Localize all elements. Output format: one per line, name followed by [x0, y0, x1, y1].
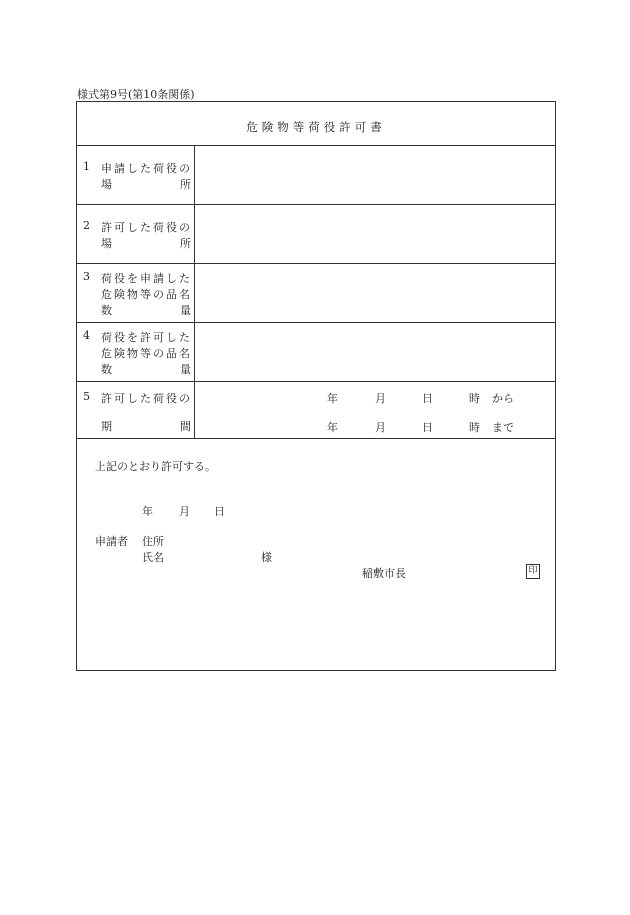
hour-label: 時 [469, 392, 480, 405]
row-label: 危険物等の品名 [101, 347, 192, 360]
label-char: 数 [101, 304, 112, 317]
applicant-label: 申請者 [95, 535, 128, 548]
address-label: 住所 [142, 535, 164, 548]
row-label: 危険物等の品名 [101, 288, 192, 301]
honorific: 様 [261, 551, 272, 564]
row-label: 許可した荷役の [101, 392, 192, 405]
row-label-spread [101, 235, 191, 251]
row-label: 荷役を申請した [101, 272, 192, 285]
seal-stamp: 印 [526, 564, 540, 579]
label-char: 期 [101, 420, 112, 433]
row-label-spread [101, 176, 191, 192]
day-label: 日 [214, 505, 225, 518]
permit-form [76, 101, 556, 671]
row-label: 許可した荷役の [101, 221, 192, 234]
month-label: 月 [375, 392, 386, 405]
row-label-spread [101, 361, 191, 377]
label-char: 所 [180, 237, 191, 250]
divider [77, 381, 555, 382]
permitted-location-field[interactable] [197, 207, 551, 261]
permitted-goods-field[interactable] [197, 325, 551, 379]
row-number: 2 [83, 219, 90, 232]
label-char: 量 [180, 304, 191, 317]
form-title: 危険物等荷役許可書 [246, 120, 386, 134]
row-label-spread [101, 302, 191, 318]
year-label: 年 [142, 505, 153, 518]
to-label: まで [492, 421, 514, 434]
divider [77, 204, 555, 205]
day-label: 日 [422, 421, 433, 434]
row-label: 申請した荷役の [101, 162, 192, 175]
divider [77, 263, 555, 264]
month-label: 月 [375, 421, 386, 434]
divider [77, 438, 555, 439]
label-char: 数 [101, 363, 112, 376]
row-number: 5 [83, 390, 90, 403]
approval-statement: 上記のとおり許可する。 [95, 460, 216, 473]
column-divider [194, 145, 195, 438]
issuer-title: 稲敷市長 [362, 567, 406, 580]
month-label: 月 [179, 505, 190, 518]
row-label: 荷役を許可した [101, 331, 192, 344]
divider [77, 145, 555, 146]
year-label: 年 [327, 421, 338, 434]
form-number-label: 様式第9号(第10条関係) [77, 88, 195, 101]
hour-label: 時 [469, 421, 480, 434]
from-label: から [492, 392, 514, 405]
label-char: 場 [101, 178, 112, 191]
label-char: 所 [180, 178, 191, 191]
day-label: 日 [422, 392, 433, 405]
row-number: 4 [83, 329, 90, 342]
label-char: 量 [180, 363, 191, 376]
applied-goods-field[interactable] [197, 266, 551, 320]
row-label-spread [101, 418, 191, 434]
name-label: 氏名 [142, 551, 164, 564]
divider [77, 322, 555, 323]
applied-location-field[interactable] [197, 148, 551, 202]
label-char: 場 [101, 237, 112, 250]
row-number: 1 [83, 160, 90, 173]
label-char: 間 [180, 420, 191, 433]
row-number: 3 [83, 270, 90, 283]
year-label: 年 [327, 392, 338, 405]
